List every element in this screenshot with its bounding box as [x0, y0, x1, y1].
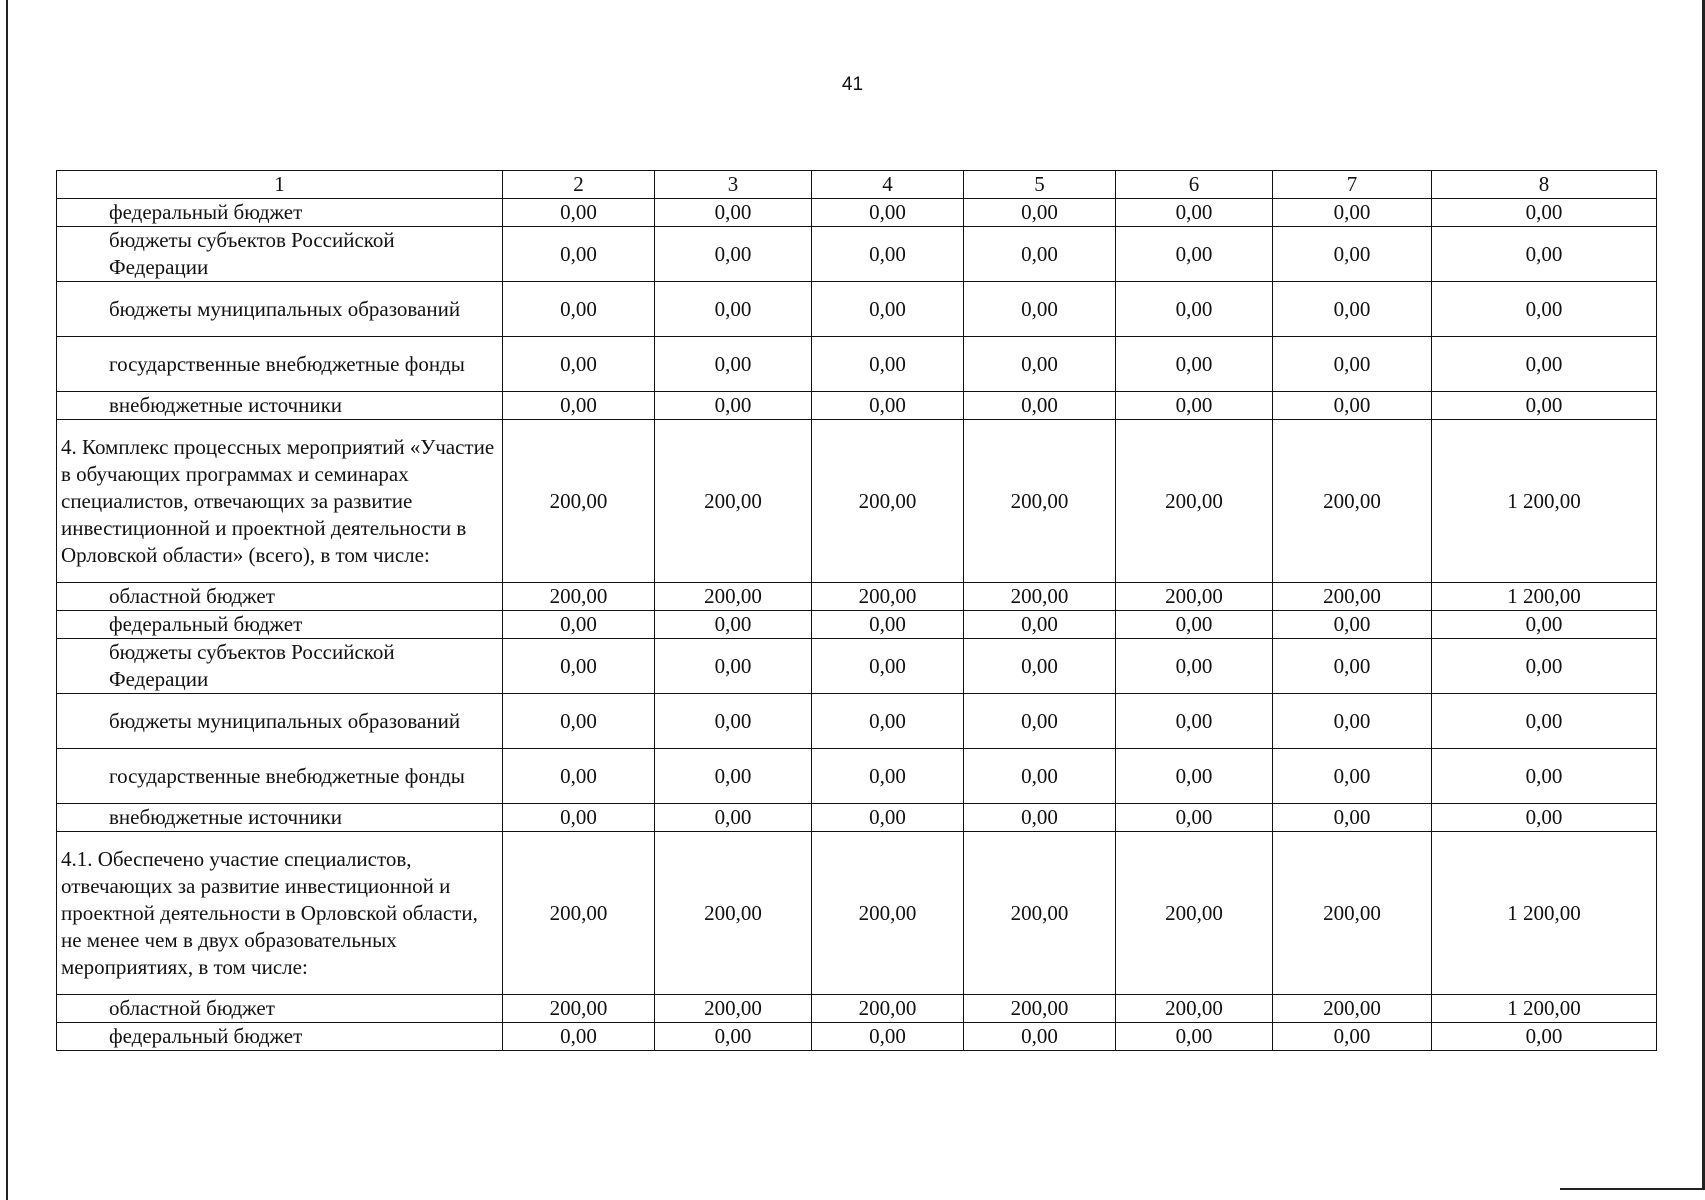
value-cell: 0,00 [1432, 1023, 1657, 1051]
value-cell: 0,00 [1432, 611, 1657, 639]
value-cell: 0,00 [1432, 227, 1657, 282]
value-cell: 0,00 [1432, 337, 1657, 392]
value-cell: 0,00 [964, 749, 1116, 804]
table-row [57, 583, 1657, 611]
value-cell: 0,00 [964, 392, 1116, 420]
value-cell: 0,00 [1273, 1023, 1432, 1051]
column-header: 4 [812, 171, 964, 199]
value-cell: 0,00 [503, 1023, 655, 1051]
value-cell: 200,00 [503, 995, 655, 1023]
value-cell: 0,00 [1116, 611, 1273, 639]
value-cell: 0,00 [1116, 282, 1273, 337]
value-cell: 200,00 [655, 995, 812, 1023]
value-cell: 200,00 [503, 832, 655, 995]
value-cell: 0,00 [1116, 199, 1273, 227]
row-label: федеральный бюджет [57, 611, 503, 639]
row-label: бюджеты субъектов Российской Федерации [57, 639, 503, 694]
value-cell: 0,00 [1116, 639, 1273, 694]
value-cell: 0,00 [1116, 392, 1273, 420]
value-cell: 0,00 [1273, 392, 1432, 420]
value-cell: 200,00 [1116, 832, 1273, 995]
value-cell: 0,00 [1116, 804, 1273, 832]
value-cell: 0,00 [503, 282, 655, 337]
table-row [57, 639, 1657, 694]
value-cell: 200,00 [1273, 832, 1432, 995]
value-cell: 0,00 [812, 337, 964, 392]
value-cell: 0,00 [964, 639, 1116, 694]
value-cell: 0,00 [1432, 749, 1657, 804]
value-cell: 0,00 [655, 611, 812, 639]
value-cell: 0,00 [503, 694, 655, 749]
value-cell: 0,00 [812, 282, 964, 337]
table-row [57, 804, 1657, 832]
row-label: областной бюджет [57, 995, 503, 1023]
value-cell: 200,00 [655, 583, 812, 611]
value-cell: 0,00 [1273, 282, 1432, 337]
value-cell: 0,00 [1273, 804, 1432, 832]
value-cell: 0,00 [1432, 804, 1657, 832]
value-cell: 0,00 [1273, 227, 1432, 282]
page-number: 41 [841, 74, 864, 95]
table-row [57, 392, 1657, 420]
row-label: 4.1. Обеспечено участие специалистов, отвечающих за развитие инвестиционной и проектной деятельности в Орловской области, не менее чем в двух образовательных мероприятиях, в том числе: [57, 832, 503, 995]
row-label: бюджеты субъектов Российской Федерации [57, 227, 503, 282]
value-cell: 1 200,00 [1432, 832, 1657, 995]
value-cell: 0,00 [503, 639, 655, 694]
row-label: бюджеты муниципальных образований [57, 282, 503, 337]
table-row [57, 694, 1657, 749]
column-header: 8 [1432, 171, 1657, 199]
value-cell: 0,00 [1273, 199, 1432, 227]
value-cell: 0,00 [812, 749, 964, 804]
value-cell: 0,00 [655, 639, 812, 694]
value-cell: 200,00 [1273, 583, 1432, 611]
value-cell: 0,00 [964, 282, 1116, 337]
value-cell: 200,00 [812, 583, 964, 611]
row-label: областной бюджет [57, 583, 503, 611]
value-cell: 0,00 [1116, 694, 1273, 749]
table-row [57, 337, 1657, 392]
value-cell: 0,00 [655, 749, 812, 804]
value-cell: 0,00 [655, 199, 812, 227]
value-cell: 0,00 [1432, 694, 1657, 749]
row-label: внебюджетные источники [57, 804, 503, 832]
value-cell: 0,00 [1273, 639, 1432, 694]
budget-table [56, 170, 1657, 1051]
value-cell: 0,00 [503, 227, 655, 282]
value-cell: 0,00 [964, 199, 1116, 227]
value-cell: 200,00 [503, 583, 655, 611]
row-label: внебюджетные источники [57, 392, 503, 420]
value-cell: 0,00 [1116, 337, 1273, 392]
value-cell: 0,00 [655, 337, 812, 392]
value-cell: 0,00 [964, 227, 1116, 282]
column-header: 7 [1273, 171, 1432, 199]
value-cell: 0,00 [1432, 199, 1657, 227]
value-cell: 0,00 [503, 749, 655, 804]
value-cell: 0,00 [1116, 1023, 1273, 1051]
scan-edge-left [6, 0, 8, 1200]
value-cell: 1 200,00 [1432, 420, 1657, 583]
row-label: 4. Комплекс процессных мероприятий «Участие в обучающих программах и семинарах специалистов, отвечающих за развитие инвестиционной и проектной деятельности в Орловской области» (всего), в том числе: [57, 420, 503, 583]
value-cell: 1 200,00 [1432, 995, 1657, 1023]
value-cell: 0,00 [1432, 282, 1657, 337]
value-cell: 0,00 [812, 804, 964, 832]
value-cell: 0,00 [503, 611, 655, 639]
value-cell: 0,00 [1273, 337, 1432, 392]
value-cell: 200,00 [964, 583, 1116, 611]
table-row [57, 227, 1657, 282]
value-cell: 0,00 [812, 227, 964, 282]
value-cell: 0,00 [1273, 749, 1432, 804]
value-cell: 200,00 [1116, 995, 1273, 1023]
value-cell: 200,00 [812, 995, 964, 1023]
value-cell: 200,00 [1273, 995, 1432, 1023]
value-cell: 200,00 [812, 832, 964, 995]
value-cell: 200,00 [655, 420, 812, 583]
scan-edge-bottom [1560, 1188, 1705, 1190]
row-label: бюджеты муниципальных образований [57, 694, 503, 749]
value-cell: 0,00 [1116, 227, 1273, 282]
table-row [57, 995, 1657, 1023]
value-cell: 0,00 [964, 1023, 1116, 1051]
value-cell: 0,00 [964, 337, 1116, 392]
value-cell: 200,00 [1273, 420, 1432, 583]
value-cell: 0,00 [812, 639, 964, 694]
value-cell: 200,00 [1116, 420, 1273, 583]
value-cell: 0,00 [812, 199, 964, 227]
value-cell: 0,00 [503, 337, 655, 392]
value-cell: 0,00 [1116, 749, 1273, 804]
value-cell: 0,00 [812, 1023, 964, 1051]
value-cell: 0,00 [503, 804, 655, 832]
table-row [57, 749, 1657, 804]
value-cell: 0,00 [964, 694, 1116, 749]
table-header-row [57, 171, 1657, 199]
value-cell: 0,00 [655, 694, 812, 749]
value-cell: 0,00 [1273, 611, 1432, 639]
value-cell: 1 200,00 [1432, 583, 1657, 611]
value-cell: 0,00 [812, 694, 964, 749]
value-cell: 0,00 [964, 804, 1116, 832]
column-header: 2 [503, 171, 655, 199]
column-header: 5 [964, 171, 1116, 199]
value-cell: 200,00 [964, 832, 1116, 995]
table-row [57, 282, 1657, 337]
column-header: 3 [655, 171, 812, 199]
row-label: федеральный бюджет [57, 1023, 503, 1051]
row-label: государственные внебюджетные фонды [57, 337, 503, 392]
value-cell: 0,00 [655, 1023, 812, 1051]
table-row [57, 1023, 1657, 1051]
table-row [57, 832, 1657, 995]
row-label: федеральный бюджет [57, 199, 503, 227]
value-cell: 0,00 [655, 392, 812, 420]
value-cell: 0,00 [655, 804, 812, 832]
value-cell: 200,00 [964, 995, 1116, 1023]
value-cell: 0,00 [655, 227, 812, 282]
value-cell: 200,00 [503, 420, 655, 583]
value-cell: 0,00 [655, 282, 812, 337]
value-cell: 0,00 [503, 199, 655, 227]
value-cell: 200,00 [812, 420, 964, 583]
row-label: государственные внебюджетные фонды [57, 749, 503, 804]
value-cell: 0,00 [812, 392, 964, 420]
value-cell: 0,00 [964, 611, 1116, 639]
column-header: 6 [1116, 171, 1273, 199]
value-cell: 0,00 [1432, 392, 1657, 420]
value-cell: 200,00 [964, 420, 1116, 583]
table-row [57, 420, 1657, 583]
value-cell: 200,00 [1116, 583, 1273, 611]
value-cell: 0,00 [503, 392, 655, 420]
value-cell: 0,00 [1432, 639, 1657, 694]
table-row [57, 199, 1657, 227]
value-cell: 200,00 [655, 832, 812, 995]
table-row [57, 611, 1657, 639]
value-cell: 0,00 [1273, 694, 1432, 749]
value-cell: 0,00 [812, 611, 964, 639]
column-header: 1 [57, 171, 503, 199]
